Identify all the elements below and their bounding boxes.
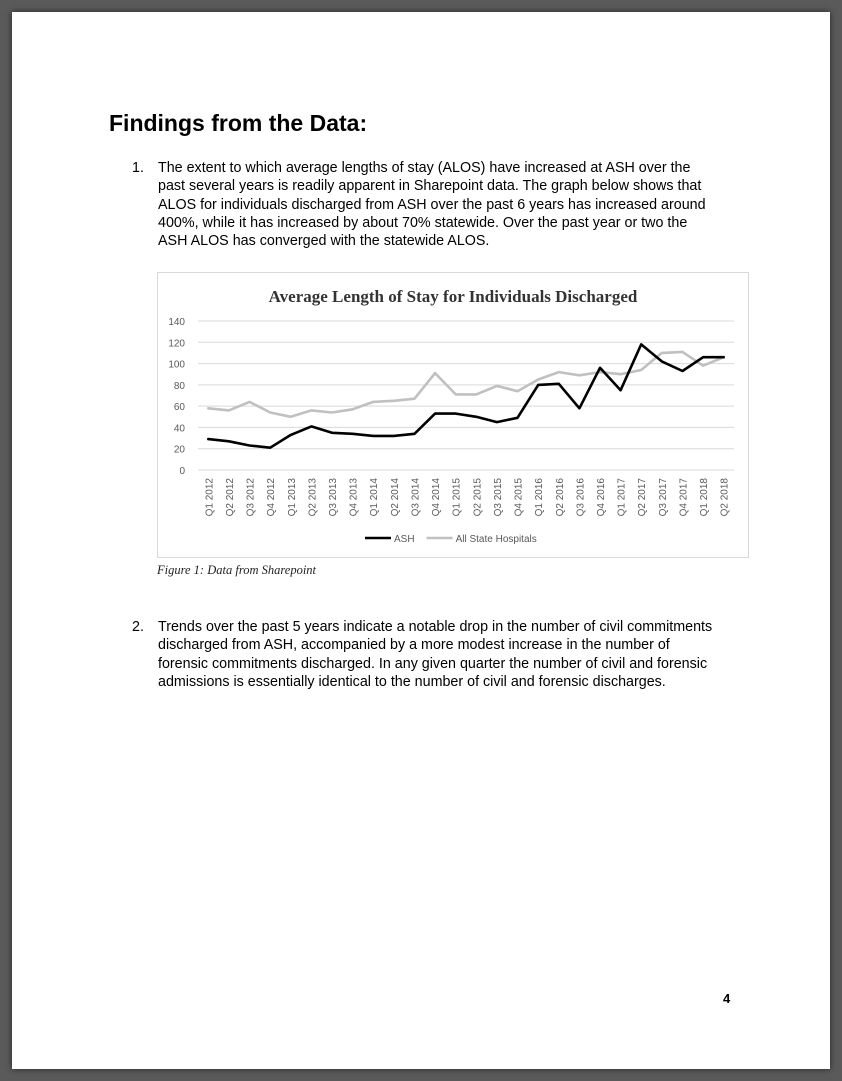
document-page (12, 12, 830, 1069)
x-tick-label: Q1 2017 (616, 478, 628, 517)
x-tick-label: Q1 2016 (534, 478, 546, 517)
y-tick-label: 100 (168, 359, 185, 371)
x-tick-label: Q4 2017 (678, 478, 690, 517)
chart-canvas (158, 273, 748, 557)
text-line: ALOS for individuals discharged from ASH over the past 6 years has increased around (158, 196, 706, 213)
x-tick-label: Q2 2012 (224, 478, 236, 517)
text-line: discharged from ASH, accompanied by a more modest increase in the number of (158, 637, 670, 654)
x-tick-label: Q3 2015 (492, 478, 504, 517)
legend-label: ASH (394, 534, 415, 545)
x-tick-label: Q2 2014 (389, 478, 401, 517)
text-line: Trends over the past 5 years indicate a notable drop in the number of civil commitments (158, 619, 713, 635)
x-tick-label: Q2 2013 (307, 478, 319, 517)
x-tick-label: Q2 2018 (719, 478, 731, 517)
y-tick-label: 20 (173, 444, 185, 456)
x-tick-label: Q3 2017 (657, 478, 669, 517)
y-tick-label: 120 (168, 338, 185, 350)
alos-chart (157, 272, 749, 558)
x-tick-label: Q3 2016 (575, 478, 587, 517)
page-number: 4 (723, 991, 731, 1006)
x-tick-label: Q4 2013 (348, 478, 360, 517)
text-line: The extent to which average lengths of stay (ALOS) have increased at ASH over the (158, 160, 691, 176)
x-tick-label: Q4 2014 (431, 478, 443, 517)
x-tick-label: Q4 2016 (596, 478, 607, 517)
x-tick-label: Q2 2016 (554, 478, 566, 517)
text-line: admissions is essentially identical to the number of civil and forensic discharges. (158, 673, 666, 690)
list-number: 2. (132, 619, 144, 635)
x-tick-label: Q1 2013 (286, 478, 298, 517)
legend-label: All State Hospitals (455, 534, 537, 545)
y-tick-label: 0 (179, 466, 185, 477)
x-tick-label: Q3 2012 (245, 478, 257, 517)
series-line-ash (208, 344, 723, 447)
figure-caption: Figure 1: Data from Sharepoint (157, 563, 317, 577)
finding-text (158, 618, 738, 691)
x-tick-label: Q3 2013 (328, 478, 339, 517)
x-tick-label: Q2 2017 (637, 478, 649, 517)
y-tick-label: 80 (173, 380, 185, 392)
x-tick-label: Q2 2015 (472, 478, 484, 517)
x-tick-label: Q1 2012 (204, 478, 216, 517)
x-tick-label: Q1 2018 (699, 478, 711, 517)
x-tick-label: Q3 2014 (410, 478, 422, 517)
finding-text (158, 159, 738, 250)
text-line: forensic commitments discharged. In any given quarter the number of civil and forensic (158, 655, 708, 672)
series-line-all-state-hospitals (208, 352, 723, 417)
text-line: 400%, while it has increased by about 70% statewide. Over the past year or two the (158, 214, 688, 231)
x-tick-label: Q1 2015 (451, 478, 463, 517)
y-tick-label: 60 (173, 402, 185, 414)
section-heading: Findings from the Data: (109, 110, 368, 136)
list-number: 1. (132, 160, 144, 176)
x-tick-label: Q1 2014 (369, 478, 381, 517)
x-tick-label: Q4 2012 (266, 478, 278, 517)
y-tick-label: 40 (173, 423, 185, 435)
chart-title: Average Length of Stay for Individuals Discharged (268, 287, 638, 306)
x-tick-label: Q4 2015 (513, 478, 525, 517)
y-tick-label: 140 (168, 317, 185, 328)
text-line: past several years is readily apparent in Sharepoint data. The graph below shows that (158, 178, 702, 195)
text-line: ASH ALOS has converged with the statewide ALOS. (158, 233, 490, 250)
